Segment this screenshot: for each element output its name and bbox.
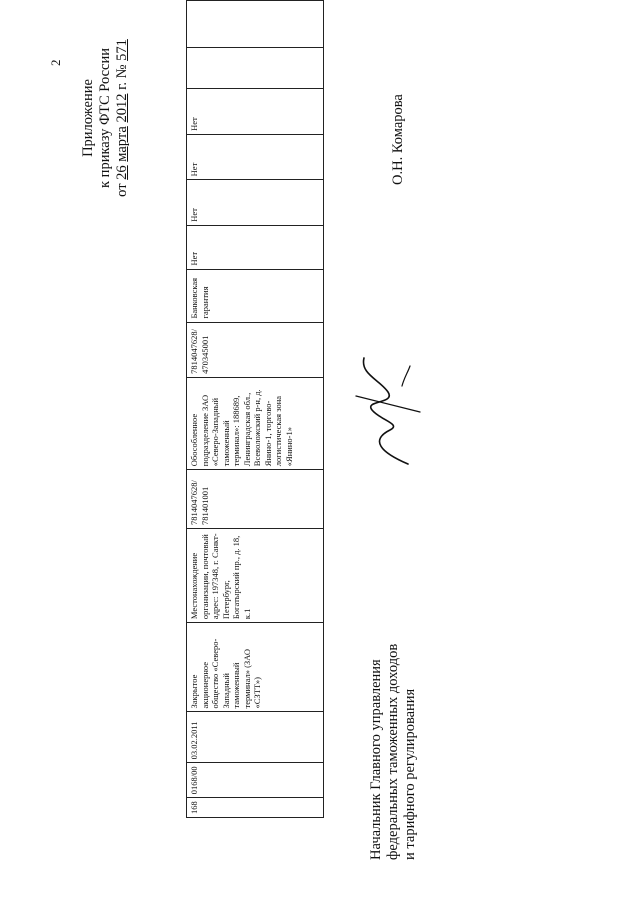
handwritten-signature bbox=[350, 350, 428, 470]
cell-organization-address: Местонахождение организации, почтовый адрес: 197348, г. Санкт-Петербург, Богатырский пр., д. 18, к.1 bbox=[187, 528, 324, 622]
cell-empty-2 bbox=[187, 1, 324, 48]
register-table bbox=[186, 0, 324, 818]
number-sign: № bbox=[114, 64, 130, 79]
signatory-position bbox=[368, 644, 419, 860]
order-year: 2012 bbox=[114, 93, 130, 123]
table-row bbox=[187, 1, 324, 818]
year-suffix: г. bbox=[114, 81, 130, 90]
cell-flag-4: Нет bbox=[187, 89, 324, 134]
signer-name: О.Н. Комарова bbox=[390, 94, 406, 185]
cell-registry-number: 0168/00 bbox=[187, 763, 324, 798]
position-line-2: федеральных таможенных доходов bbox=[385, 643, 401, 860]
cell-branch: Обособленное подразделение ЗАО «Северо-Западный таможенный терминал»: 188689, Ленинградская обл., Всеволожский р-н, д. Янино-1, торгово-логистическая зона «Янино-1» bbox=[187, 377, 324, 469]
date-prefix: от bbox=[114, 183, 130, 197]
order-number: 571 bbox=[114, 39, 130, 61]
cell-row-number: 168 bbox=[187, 798, 324, 818]
cell-flag-3: Нет bbox=[187, 134, 324, 179]
cell-date: 03.02.2011 bbox=[187, 712, 324, 763]
order-reference: к приказу ФТС России bbox=[97, 48, 113, 188]
cell-flag-2: Нет bbox=[187, 180, 324, 225]
appendix-title: Приложение bbox=[80, 79, 96, 157]
cell-flag-1: Нет bbox=[187, 225, 324, 269]
order-month: марта bbox=[114, 126, 130, 162]
cell-inn-kpp: 7814047628/ 781401001 bbox=[187, 470, 324, 529]
page-number: 2 bbox=[48, 59, 63, 66]
position-line-3: и тарифного регулирования bbox=[402, 688, 418, 860]
cell-empty-1 bbox=[187, 47, 324, 89]
appendix-header bbox=[80, 8, 131, 228]
order-day: 26 bbox=[114, 165, 130, 180]
cell-guarantee: Банковская гарантия bbox=[187, 269, 324, 322]
cell-organization-name: Закрытое акционерное общество «Северо-Западный таможенный терминал» (ЗАО «СЗТТ») bbox=[187, 623, 324, 712]
cell-branch-inn-kpp: 7814047628/ 470345001 bbox=[187, 322, 324, 377]
order-date-number bbox=[114, 8, 131, 228]
position-line-1: Начальник Главного управления bbox=[368, 659, 384, 860]
